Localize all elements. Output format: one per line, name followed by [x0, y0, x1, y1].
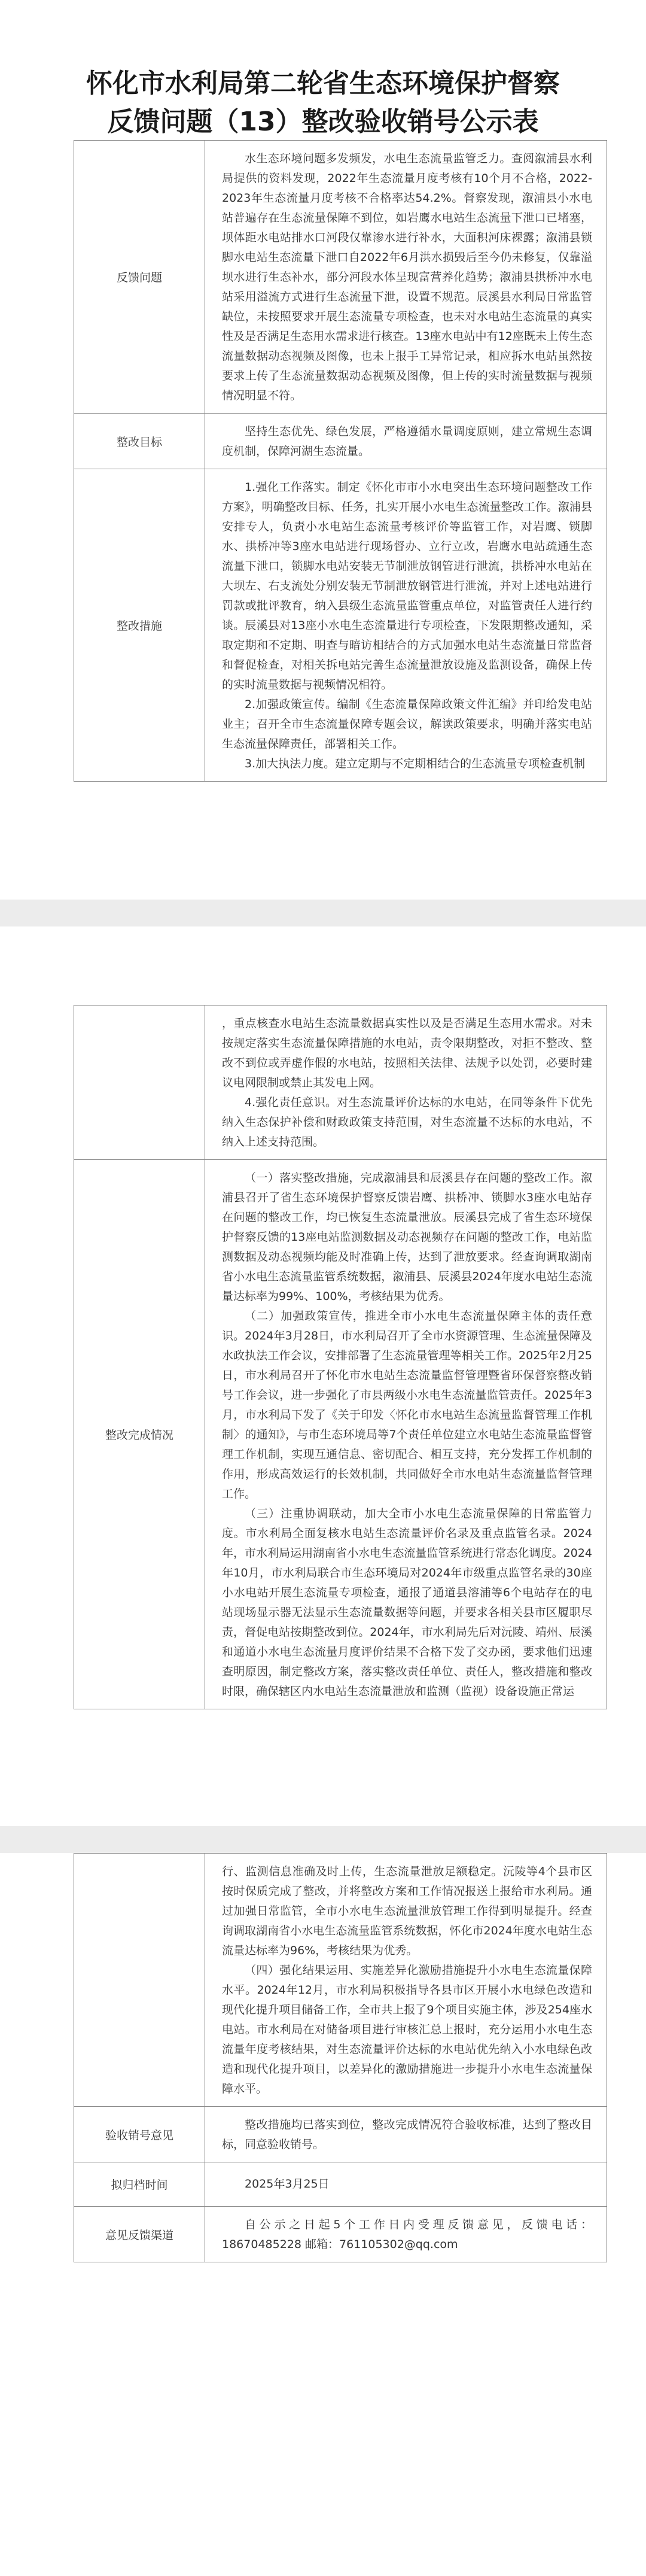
rectification-table-continued [74, 1005, 607, 1709]
row-completion-status-continued [74, 1854, 607, 2107]
title-line-2: 反馈问题（13）整改验收销号公示表 [107, 107, 539, 137]
label-empty [74, 1006, 205, 1160]
rectification-goal-text [205, 414, 607, 469]
label-completion-status: 整改完成情况 [74, 1160, 205, 1709]
document-page-1 [0, 0, 646, 900]
completion-paragraph: （三）注重协调联动，加大全市小水电生态流量保障的日常监管力度。市水利局全面复核水电站生态流量评价名录及重点监管名录。2024年，市水利局运用湖南省小水电生态流量监管系统进行常态化调度。2024年10月，市水利局联合市生态环境局对2024年市级重点监管名录的30座小水电站开展生态流量专项检查，通报了通道县溶浦等6个电站存在的电站现场显示器无法显示生态流量数据等问题，并要求各相关县市区履职尽责，督促电站按期整改到位。2024年，市水利局先后对沅陵、靖州、辰溪和通道小水电生态流量月度评价结果不合格下发了交办函，要求他们迅速查明原因，制定整改方案，落实整改责任单位、责任人，整改措施和整改时限，确保辖区内水电站生态流量泄放和监测（监视）设备设施正常运 [222, 1507, 592, 1698]
rectification-table [74, 140, 607, 782]
acceptance-opinion-paragraph: 整改措施均已落实到位，整改完成情况符合验收标准，达到了整改目标，同意验收销号。 [222, 2118, 592, 2151]
archive-date-text [205, 2162, 607, 2206]
feedback-problem-text [205, 141, 607, 413]
feedback-channel-paragraph: 自公示之日起5个工作日内受理反馈意见，反馈电话：18670485228 邮箱：761105302@qq.com [222, 2218, 592, 2251]
row-rectification-measures [74, 469, 607, 782]
document-page-3 [0, 1853, 646, 2576]
measure-paragraph: 2.加强政策宣传。编制《生态流量保障政策文件汇编》并印给发电站业主；召开全市生态流量保障专题会议，解读政策要求，明确并落实电站生态流量保障责任，部署相关工作。 [222, 698, 592, 751]
completion-status-text [205, 1160, 607, 1709]
label-empty [74, 1854, 205, 2107]
archive-date-value: 2025年3月25日 [245, 2177, 330, 2191]
label-rectification-goal: 整改目标 [74, 414, 205, 469]
measure-paragraph: ，重点核查水电站生态流量数据真实性以及是否满足生态用水需求。对未按规定落实生态流量保障措施的水电站，责令限期整改，对拒不整改、整改不到位或弄虚作假的水电站，按照相关法律、法规予以处罚，必要时建议电网限制或禁止其发电上网。 [222, 1017, 592, 1089]
rectification-goal-paragraph: 坚持生态优先、绿色发展，严格遵循水量调度原则，建立常规生态调度机制，保障河湖生态流量。 [222, 425, 592, 458]
row-archive-date [74, 2162, 607, 2207]
measure-paragraph: 4.强化责任意识。对生态流量评价达标的水电站，在同等条件下优先纳入生态保护补偿和财政政策支持范围，对生态流量不达标的水电站，不纳入上述支持范围。 [222, 1096, 592, 1149]
acceptance-opinion-text [205, 2107, 607, 2162]
rectification-measures-text [205, 469, 607, 781]
document-page-2 [0, 926, 646, 1826]
feedback-channel-text [205, 2207, 607, 2262]
rectification-measures-continued-text [205, 1006, 607, 1159]
rectification-table-final [74, 1853, 607, 2262]
completion-paragraph: （一）落实整改措施，完成溆浦县和辰溪县存在问题的整改工作。溆浦县召开了省生态环境保护督察反馈岩鹰、拱桥冲、锁脚水3座水电站存在问题的整改工作，均已恢复生态流量泄放。辰溪县完成了省生态环境保护督察反馈的13座电站监测数据及动态视频存在问题的整改工作，电站监测数据及动态视频均能及时准确上传，达到了泄放要求。经查询调取湖南省小水电生态流量监管系统数据，溆浦县、辰溪县2024年度水电站生态流量达标率为99%、100%，考核结果为优秀。 [222, 1171, 592, 1303]
row-feedback-problem [74, 141, 607, 414]
row-rectification-goal [74, 414, 607, 469]
measure-paragraph: 3.加大执法力度。建立定期与不定期相结合的生态流量专项检查机制 [245, 757, 586, 770]
label-feedback-problem: 反馈问题 [74, 141, 205, 414]
row-feedback-channel [74, 2207, 607, 2262]
completion-paragraph: 行、监测信息准确及时上传，生态流量泄放足额稳定。沅陵等4个县市区按时保质完成了整改，并将整改方案和工作情况报送上报给市水利局。通过加强日常监管，全市小水电生态流量泄放管理工作得到明显提升。经查询调取湖南省小水电生态流量监管系统数据，怀化市2024年度水电站生态流量达标率为96%，考核结果为优秀。 [222, 1865, 592, 1957]
label-archive-date: 拟归档时间 [74, 2162, 205, 2207]
title-line-1: 怀化市水利局第二轮省生态环境保护督察 [86, 68, 560, 99]
row-completion-status [74, 1160, 607, 1709]
document-title [0, 65, 646, 141]
label-acceptance-opinion: 验收销号意见 [74, 2107, 205, 2162]
measure-paragraph: 1.强化工作落实。制定《怀化市市小水电突出生态环境问题整改工作方案》，明确整改目标、任务，扎实开展小水电生态流量整改工作。溆浦县安排专人，负责小水电站生态流量考核评价等监管工作，对岩鹰、锁脚水、拱桥冲等3座水电站进行现场督办、立行立改，岩鹰水电站疏通生态流量下泄口，锁脚水电站安装无节制泄放钢管进行泄流，拱桥冲水电站在大坝左、右支流处分别安装无节制泄放钢管进行泄流，并对上述电站进行罚款或批评教育，纳入县级生态流量监管重点单位，对监管责任人进行约谈。辰溪县对13座小水电生态流量进行专项检查，下发限期整改通知，采取定期和不定期、明查与暗访相结合的方式加强水电站生态流量日常监督和督促检查，对相关拆电站完善生态流量泄放设施及监测设备，确保上传的实时流量数据与视频情况相符。 [222, 481, 592, 691]
label-feedback-channel: 意见反馈渠道 [74, 2207, 205, 2262]
row-rectification-measures-continued [74, 1006, 607, 1160]
feedback-problem-paragraph: 水生态环境问题多发频发，水电生态流量监管乏力。查阅溆浦县水利局提供的资料发现，2022年生态流量月度考核有10个月不合格，2022-2023年生态流量月度考核不合格率达54.2%。督察发现，溆浦县小水电站普遍存在生态流量保障不到位，如岩鹰水电站生态流量下泄口已堵塞，坝体距水电站排水口河段仅靠渗水进行补水，大面积河床裸露；溆浦县锁脚水电站生态流量下泄口自2022年6月洪水损毁后至今仍未修复，仅靠溢坝水进行生态补水，部分河段水体呈现富营养化趋势；溆浦县拱桥冲水电站采用溢流方式进行生态流量下泄，设置不规范。辰溪县水利局日常监管缺位，未按照要求开展生态流量专项检查，也未对水电站生态流量的真实性及是否满足生态用水需求进行核查。13座水电站中有12座既未上传生态流量数据动态视频及图像，也未上报手工异常记录，相应拆水电站虽然按要求上传了生态流量数据动态视频及图像，但上传的实时流量数据与视频情况明显不符。 [222, 152, 592, 402]
label-rectification-measures: 整改措施 [74, 469, 205, 782]
completion-paragraph: （四）强化结果运用、实施差异化激励措施提升小水电生态流量保障水平。2024年12月，市水利局积极指导各县市区开展小水电绿色改造和现代化提升项目储备工作，全市共上报了9个项目实施主体，涉及254座水电站。市水利局在对储备项目进行审核汇总上报时，充分运用小水电生态流量年度考核结果，对生态流量评价达标的水电站优先纳入小水电绿色改造和现代化提升项目，以差异化的激励措施进一步提升小水电生态流量保障水平。 [222, 1964, 592, 2095]
row-acceptance-opinion [74, 2107, 607, 2162]
completion-paragraph: （二）加强政策宣传，推进全市小水电生态流量保障主体的责任意识。2024年3月28日，市水利局召开了全市水资源管理、生态流量保障及水政执法工作会议，安排部署了生态流量管理等相关工作。2025年2月25日，市水利局召开了怀化市水电站生态流量监督管理暨省环保督察整改销号工作会议，进一步强化了市县两级小水电生态流量监管责任。2025年3月，市水利局下发了《关于印发〈怀化市水电站生态流量监督管理工作机制〉的通知》，与市生态环境局等7个责任单位建立水电站生态流量监督管理工作机制，实现互通信息、密切配合、相互支持，充分发挥工作机制的作用，形成高效运行的长效机制，共同做好全市水电站生态流量监督管理工作。 [222, 1310, 592, 1500]
completion-status-continued-text [205, 1854, 607, 2106]
